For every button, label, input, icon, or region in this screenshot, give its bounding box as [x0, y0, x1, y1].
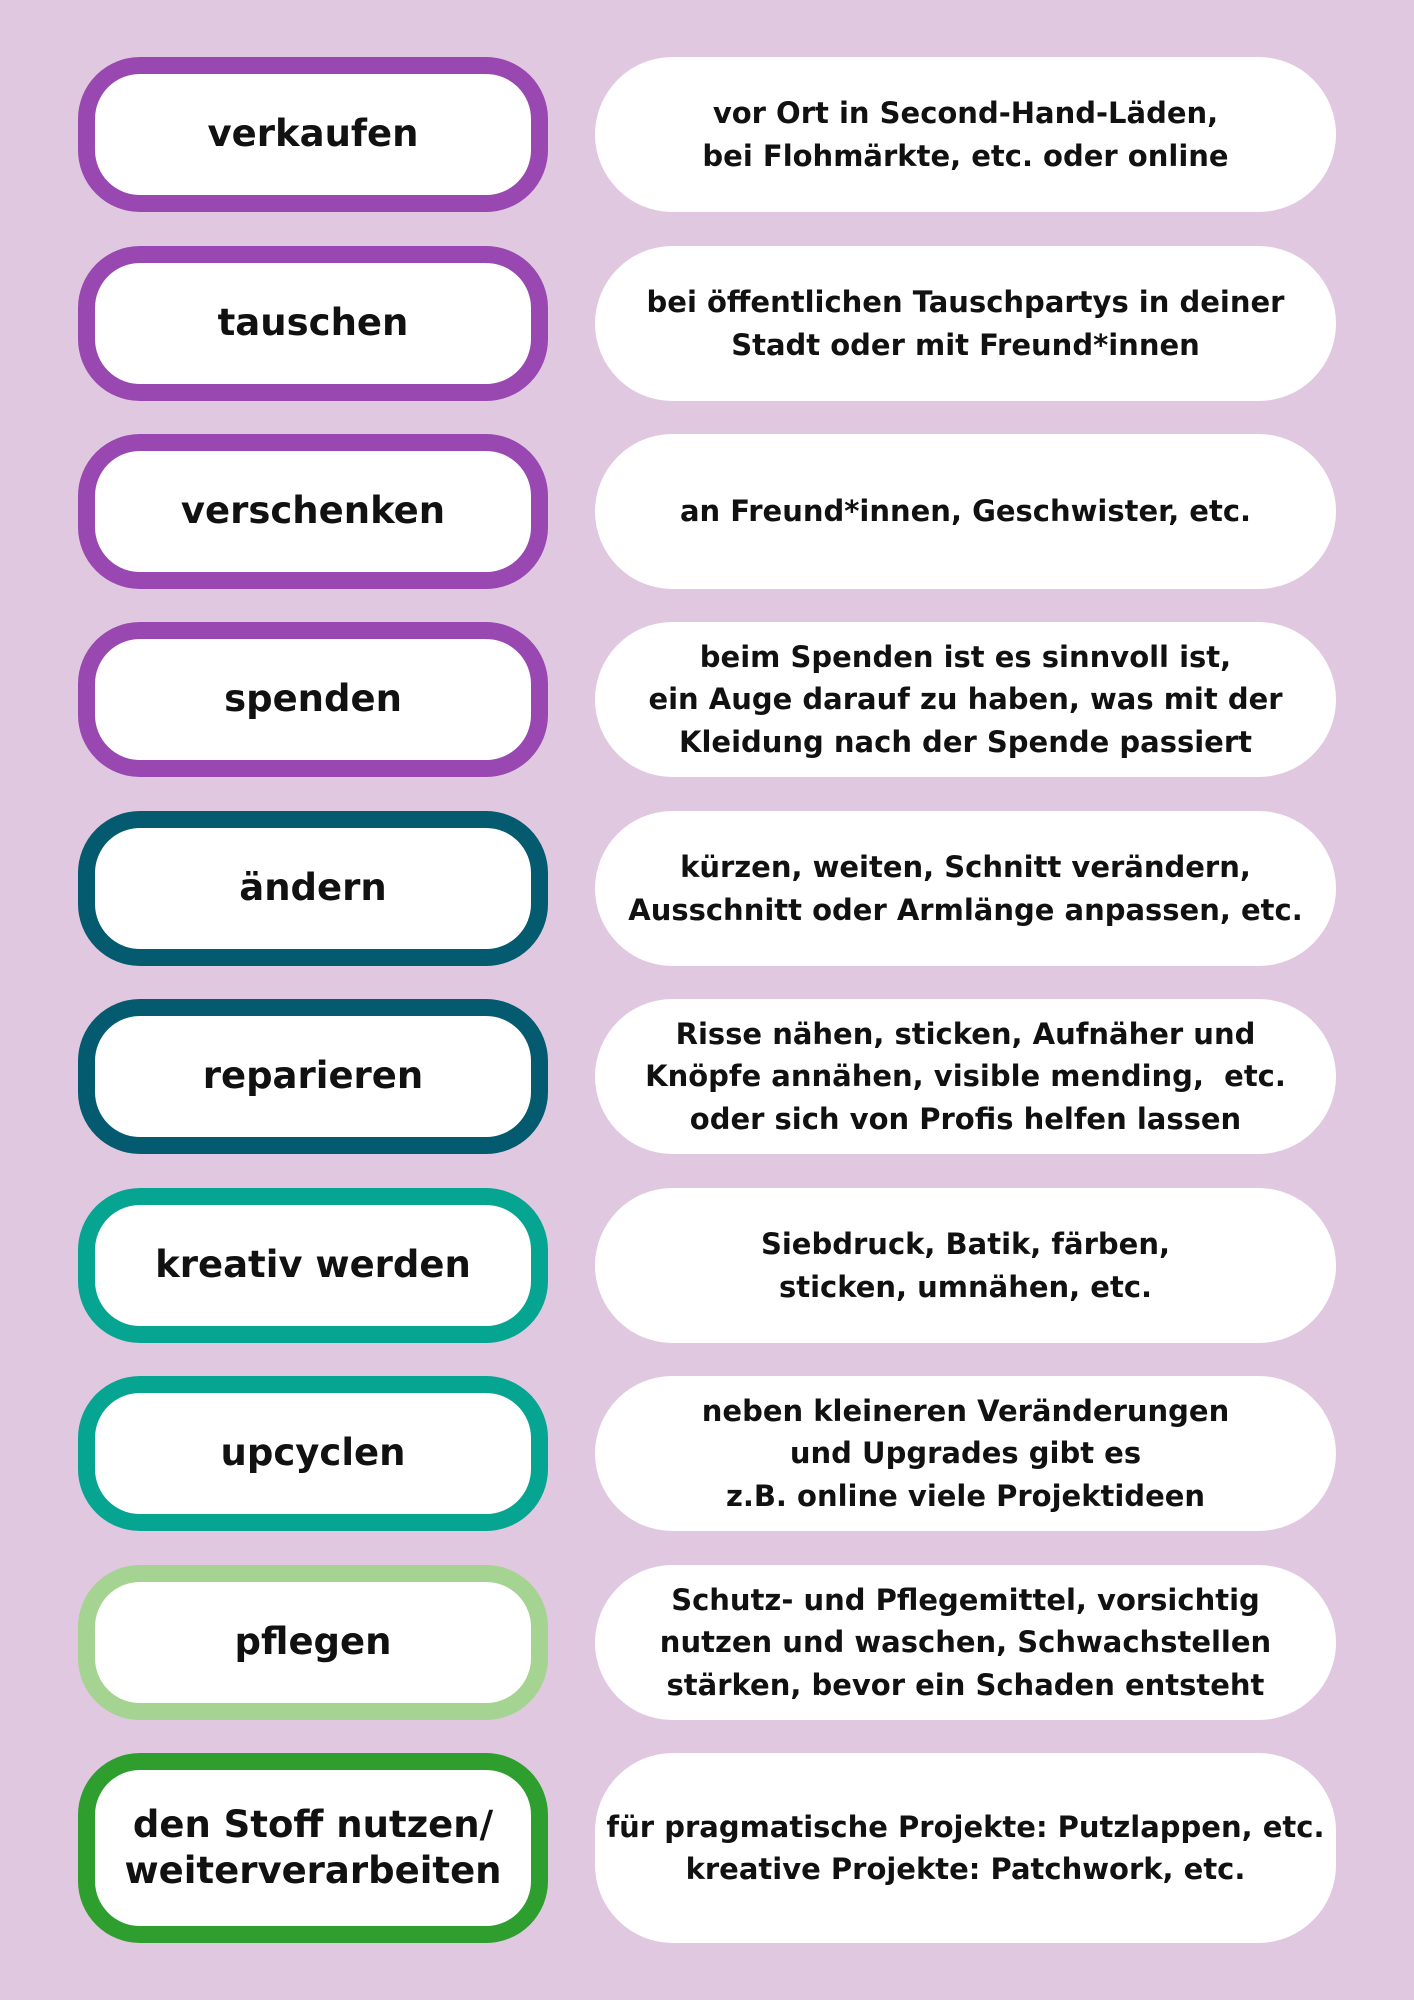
method-description-line: Stadt oder mit Freund*innen: [731, 327, 1200, 362]
method-row-spenden: [0, 622, 1414, 777]
method-label-line: den Stoff nutzen/: [132, 1802, 494, 1846]
method-description: [595, 57, 1336, 212]
method-row-tauschen: [0, 246, 1414, 401]
method-description-line: beim Spenden ist es sinnvoll ist,: [699, 640, 1232, 675]
method-row-upcyclen: [0, 1376, 1414, 1531]
method-label: ändern: [78, 811, 548, 966]
method-description: [595, 622, 1336, 777]
method-row-den-stoff-nutzen-weiterverarbeiten: [0, 1753, 1414, 1943]
method-description: [595, 811, 1336, 966]
method-label: spenden: [78, 622, 548, 777]
method-label: [78, 1753, 548, 1943]
method-label: pflegen: [78, 1565, 548, 1720]
method-description-line: bei öffentlichen Tauschpartys in deiner: [646, 285, 1285, 320]
method-description: [595, 246, 1336, 401]
method-description-line: Ausschnitt oder Armlänge anpassen, etc.: [628, 892, 1303, 927]
method-description-line: Knöpfe annähen, visible mending, etc.: [645, 1059, 1286, 1094]
method-description-line: sticken, umnähen, etc.: [778, 1269, 1153, 1304]
method-row-kreativ-werden: [0, 1188, 1414, 1343]
method-description-line: neben kleineren Veränderungen: [701, 1394, 1230, 1429]
method-description-line: und Upgrades gibt es: [789, 1436, 1142, 1471]
method-row-verkaufen: [0, 57, 1414, 212]
method-description-line: Risse nähen, sticken, Aufnäher und: [675, 1017, 1256, 1052]
method-label: kreativ werden: [78, 1188, 548, 1343]
method-description-line: an Freund*innen, Geschwister, etc.: [679, 494, 1252, 529]
method-label: reparieren: [78, 999, 548, 1154]
method-description-line: oder sich von Profis helfen lassen: [689, 1101, 1242, 1136]
method-label: upcyclen: [78, 1376, 548, 1531]
method-description-line: Schutz- und Pflegemittel, vorsichtig: [671, 1583, 1260, 1618]
method-row-verschenken: [0, 434, 1414, 589]
method-description-line: ein Auge darauf zu haben, was mit der: [648, 682, 1283, 717]
method-description-line: bei Flohmärkte, etc. oder online: [702, 138, 1229, 173]
method-description-line: Siebdruck, Batik, färben,: [760, 1227, 1170, 1262]
method-description-line: kreative Projekte: Patchwork, etc.: [685, 1852, 1246, 1886]
method-description-line: für pragmatische Projekte: Putzlappen, etc.: [606, 1809, 1325, 1844]
method-description: [595, 1565, 1336, 1720]
method-description: [595, 1188, 1336, 1343]
method-description-line: nutzen und waschen, Schwachstellen: [659, 1625, 1272, 1660]
method-description-line: Kleidung nach der Spende passiert: [678, 724, 1252, 759]
method-description-line: z.B. online viele Projektideen: [725, 1478, 1206, 1513]
method-row-reparieren: [0, 999, 1414, 1154]
method-row-aendern: [0, 811, 1414, 966]
method-description-line: stärken, bevor ein Schaden entsteht: [666, 1667, 1265, 1702]
method-label: tauschen: [78, 246, 548, 401]
method-label: verschenken: [78, 434, 548, 589]
method-row-pflegen: [0, 1565, 1414, 1720]
method-description: [595, 999, 1336, 1154]
method-label-line: weiterverarbeiten: [124, 1849, 502, 1892]
method-description: [595, 1753, 1336, 1943]
method-description: [595, 1376, 1336, 1531]
method-description: [595, 434, 1336, 589]
method-description-line: kürzen, weiten, Schnitt verändern,: [680, 850, 1251, 885]
method-label: verkaufen: [78, 57, 548, 212]
method-description-line: vor Ort in Second-Hand-Läden,: [712, 96, 1219, 131]
